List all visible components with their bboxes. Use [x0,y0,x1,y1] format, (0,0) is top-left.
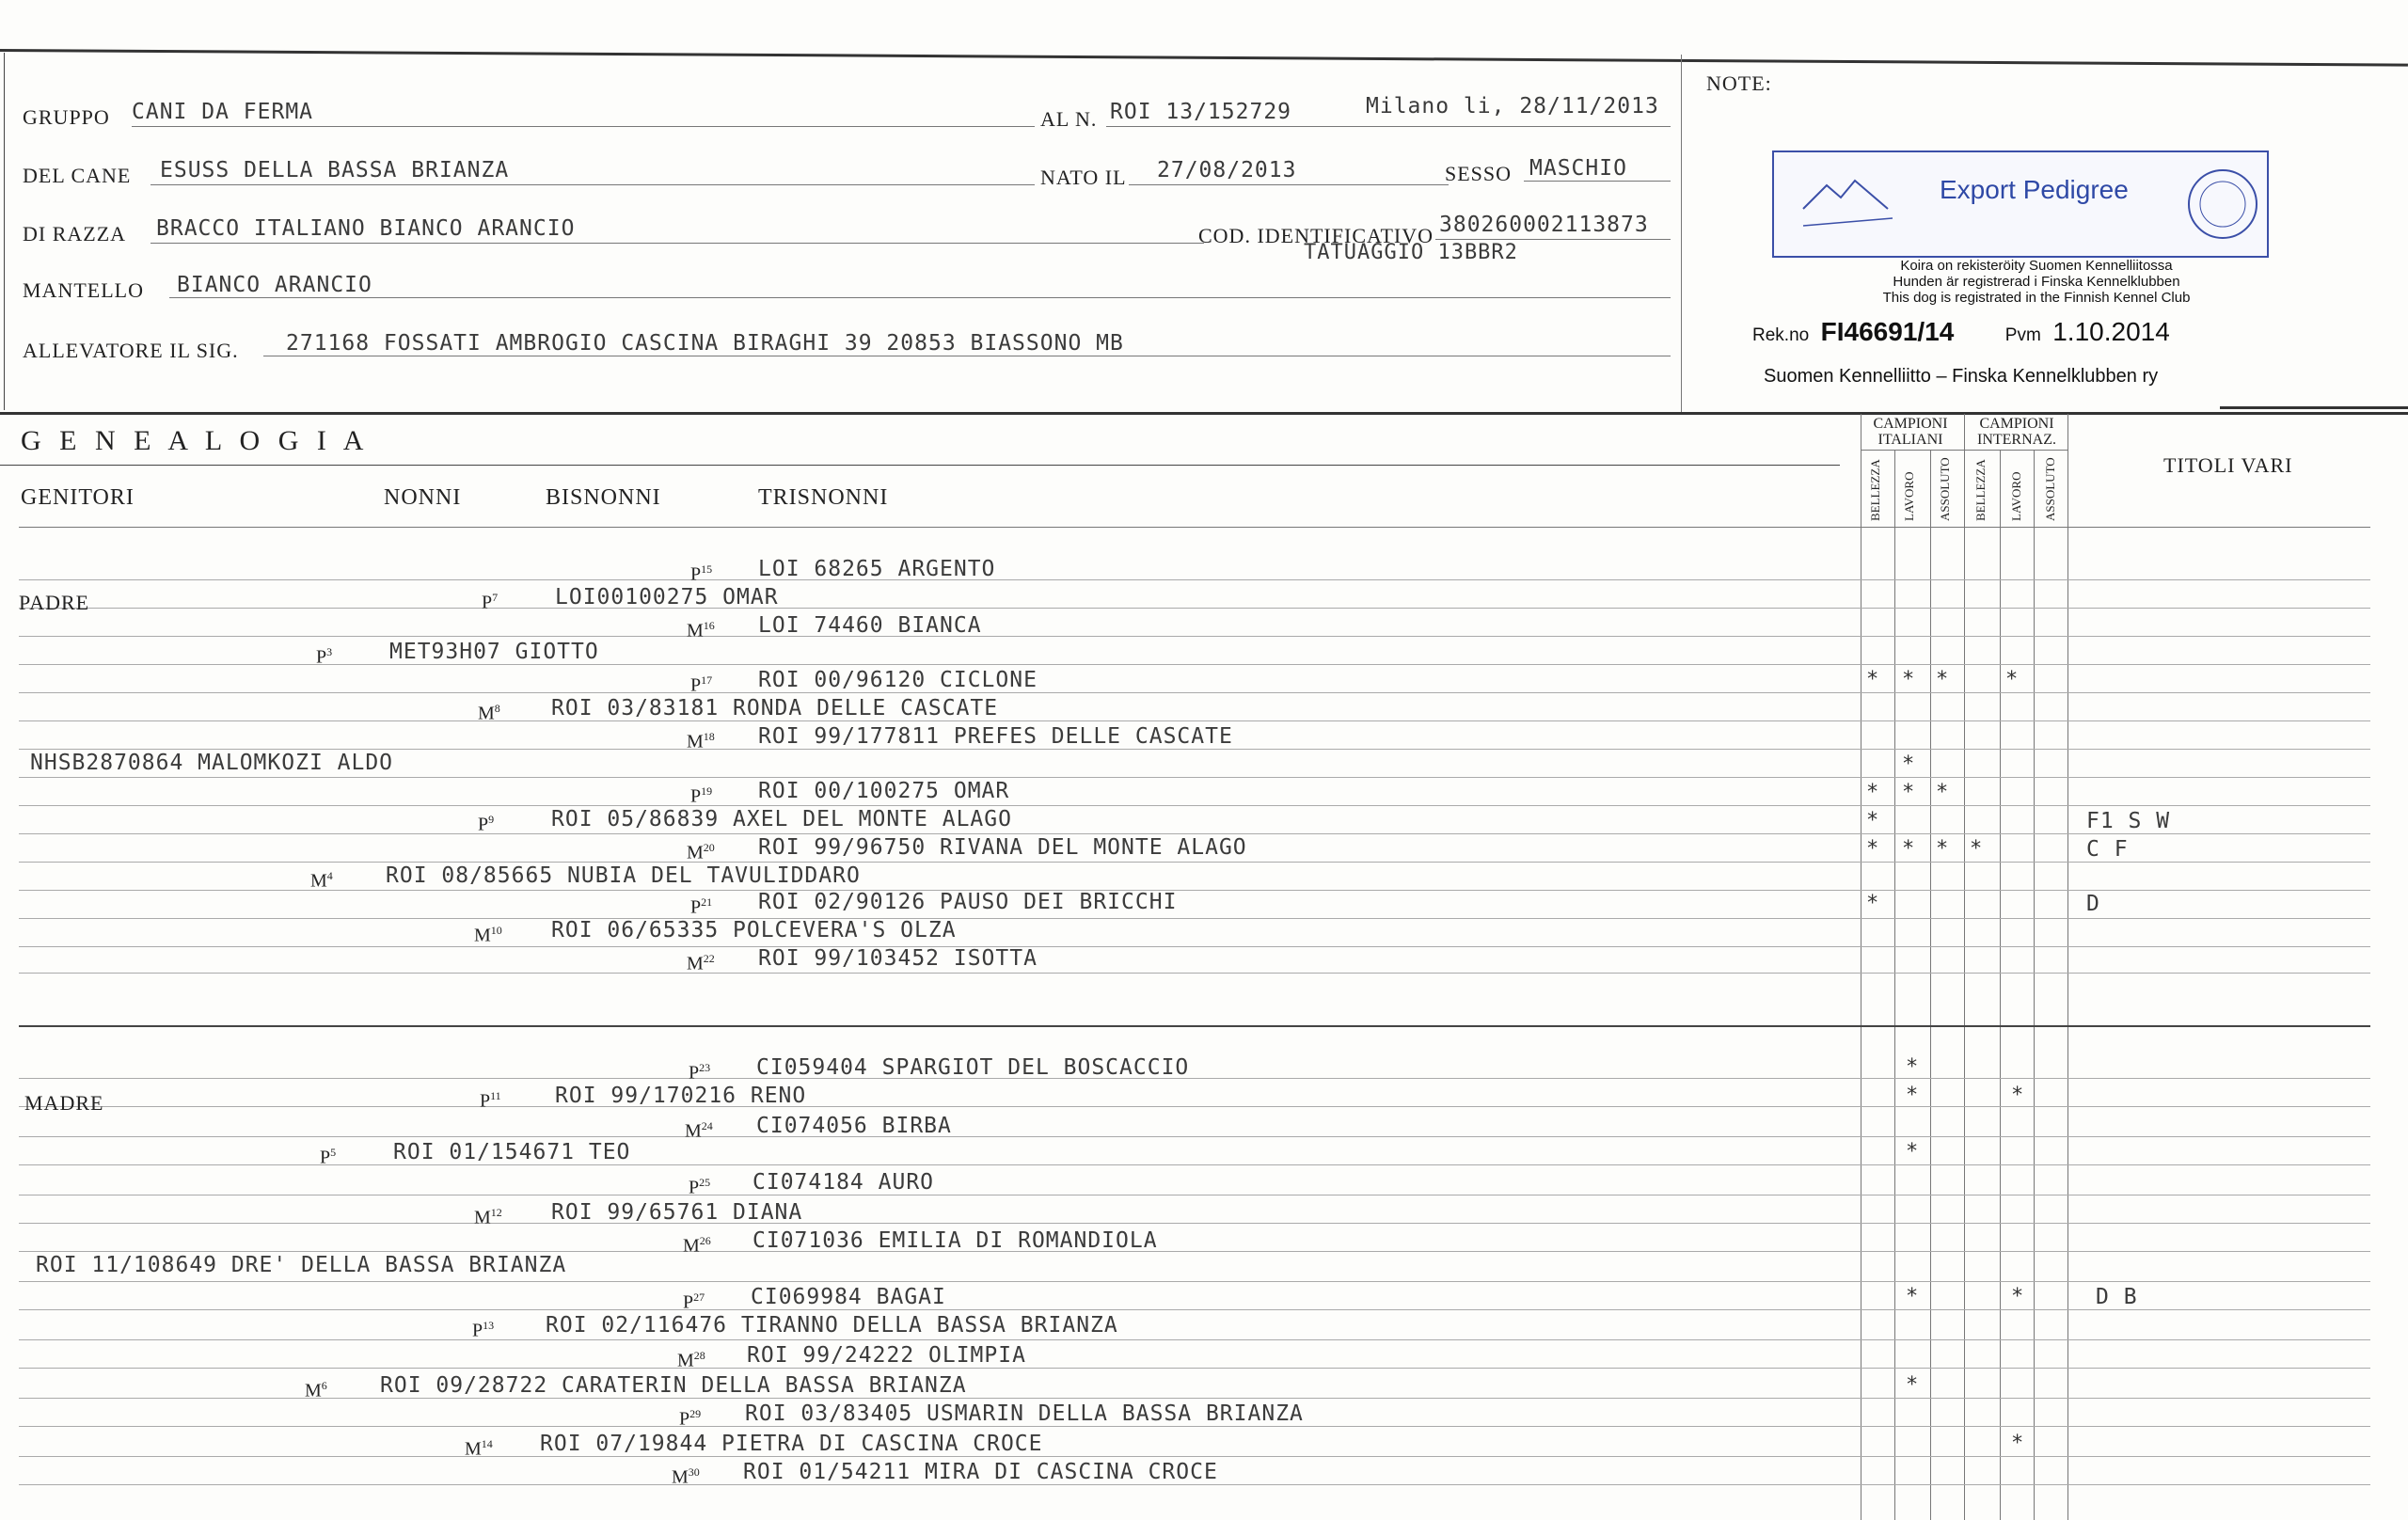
p29-name: ROI 03/83405 USMARIN DELLA BASSA BRIANZA [745,1401,1304,1426]
star-mark: * [2005,668,2019,691]
p21-mark: $P^{21}$ [690,895,713,918]
p23-name: CI059404 SPARGIOT DEL BOSCACCIO [756,1055,1190,1080]
star-mark: * [1866,892,1879,915]
star-mark: * [1936,668,1949,691]
m24-name: CI074056 BIRBA [756,1114,952,1138]
del-cane-label: DEL CANE [23,164,132,187]
star-mark: * [1906,1140,1919,1164]
row-line [19,1456,2370,1457]
p29-mark: $P^{29}$ [679,1407,702,1430]
pvm-label: Pvm [2004,325,2041,345]
p15-name: LOI 68265 ARGENTO [758,557,996,581]
m4-mark: $M^4$ [310,869,333,892]
row-line [19,1484,2370,1485]
sesso-line [1524,181,1671,182]
m16-name: LOI 74460 BIANCA [758,613,982,638]
col-genitori: GENITORI [21,485,135,510]
m8-mark: $M^8$ [478,702,500,724]
star-mark: * [1866,781,1879,804]
del-cane-line [150,184,1035,185]
rekno-label: Rek.no [1752,325,1810,345]
m26-name: CI071036 EMILIA DI ROMANDIOLA [752,1228,1158,1253]
m14-mark: $M^{14}$ [465,1437,493,1460]
star-mark: * [1970,837,1983,861]
kennel-registration-block [1752,258,2309,388]
cod-value: 380260002113873 [1439,213,1649,237]
star-mark: * [2011,1432,2024,1455]
p7-mark: $P^7$ [482,591,499,613]
row-line [19,1078,2370,1079]
star-mark: * [1866,809,1879,832]
m30-mark: $M^{30}$ [672,1465,700,1488]
nato-il-label: NATO IL [1040,166,1127,189]
top-border [0,49,2408,67]
m24-mark: $M^{24}$ [685,1119,713,1142]
p3-mark: $P^3$ [316,645,333,668]
row-line [19,1164,2370,1165]
campioni-italiani-header: CAMPIONI ITALIANI [1873,416,1948,448]
star-mark: * [1902,752,1915,776]
p9-name: ROI 05/86839 AXEL DEL MONTE ALAGO [551,807,1012,831]
note-label: NOTE: [1706,71,1772,95]
m18-name: ROI 99/177811 PREFES DELLE CASCATE [758,724,1233,749]
grid-v3 [1930,450,1931,1520]
p15-mark: $P^{15}$ [690,562,713,585]
del-cane-value: ESUSS DELLA BASSA BRIANZA [160,158,510,182]
star-mark: * [1906,1055,1919,1079]
row-line [19,749,2370,750]
left-border [4,53,5,410]
titolo-pauso: D [2086,892,2100,916]
cod-line [1435,239,1671,240]
star-mark: * [2011,1084,2024,1107]
m28-name: ROI 99/24222 OLIMPIA [747,1343,1026,1368]
al-n-label: AL N. [1040,107,1098,131]
padre-label: PADRE [19,591,90,614]
m26-mark: $M^{26}$ [683,1234,711,1257]
padre-name: NHSB2870864 MALOMKOZI ALDO [30,751,394,775]
row-line [19,664,2370,665]
row-line [19,1136,2370,1137]
mantello-label: MANTELLO [23,278,144,302]
mantello-line [169,297,1671,298]
pvm-value: 1.10.2014 [2052,317,2170,346]
m22-mark: $M^{22}$ [687,952,715,974]
lavoro-int-header: LAVORO [2009,471,2023,521]
p5-mark: $P^5$ [320,1146,337,1168]
row-line [19,946,2370,947]
star-mark: * [1902,668,1915,691]
row-line [19,636,2370,637]
titolo-bagai: D B [2096,1285,2138,1309]
row-line [19,608,2370,609]
stamp-line3: This dog is registrated in the Finnish Kennel Club [1882,290,2191,306]
grid-v6 [2034,450,2035,1520]
row-line [19,1223,2370,1224]
star-mark: * [1902,781,1915,804]
grid-v2 [1894,450,1895,1520]
madre-label: MADRE [24,1091,104,1115]
stamp-line1: Koira on rekisteröity Suomen Kennelliitossa [1900,258,2173,274]
lavoro-it-header: LAVORO [1902,471,1916,521]
star-mark: * [1866,837,1879,861]
gruppo-label: GRUPPO [23,105,110,129]
row-line [19,862,2370,863]
stamp-title: Export Pedigree [1940,175,2129,204]
row-line [19,1309,2370,1310]
p23-mark: $P^{23}$ [689,1061,711,1084]
al-n-value: ROI 13/152729 [1110,100,1292,124]
allevatore-label: ALLEVATORE IL SIG. [23,339,239,362]
star-mark: * [1906,1285,1919,1308]
p9-mark: $P^9$ [478,813,495,835]
p17-name: ROI 00/96120 CICLONE [758,668,1038,692]
row-line [19,1281,2370,1282]
star-mark: * [1906,1373,1919,1397]
seal-icon [2184,166,2261,243]
assoluto-it-header: ASSOLUTO [1938,457,1952,521]
cod-label: COD. IDENTIFICATIVO [1198,224,1434,247]
gruppo-line [132,126,1035,127]
m10-name: ROI 06/65335 POLCEVERA'S OLZA [551,918,957,942]
sesso-label: SESSO [1445,162,1513,185]
row-line [19,579,2370,580]
razza-line [150,243,1204,244]
row-line [19,1368,2370,1369]
p27-mark: $P^{27}$ [683,1290,705,1313]
row-line [19,1339,2370,1340]
assoluto-int-header: ASSOLUTO [2043,457,2057,521]
m22-name: ROI 99/103452 ISOTTA [758,946,1038,971]
p19-name: ROI 00/100275 OMAR [758,779,1010,803]
m18-mark: $M^{18}$ [687,730,715,752]
p11-mark: $P^{11}$ [480,1089,501,1112]
campioni-internaz-header: CAMPIONI INTERNAZ. [1977,416,2056,448]
p7-name: LOI00100275 OMAR [555,585,779,610]
p13-mark: $P^{13}$ [472,1319,495,1341]
allevatore-value: 271168 FOSSATI AMBROGIO CASCINA BIRAGHI 39 20853 BIASSONO MB [286,331,1124,356]
p27-name: CI069984 BAGAI [751,1285,946,1309]
nato-il-value: 27/08/2013 [1157,158,1297,182]
date-value: Milano li, 28/11/2013 [1366,94,1659,119]
razza-value: BRACCO ITALIANO BIANCO ARANCIO [156,216,576,241]
star-mark: * [1936,837,1949,861]
rekno-value: FI46691/14 [1820,317,1955,346]
bellezza-int-header: BELLEZZA [1973,459,1988,521]
p13-name: ROI 02/116476 TIRANNO DELLA BASSA BRIANZA [546,1313,1118,1338]
m28-mark: $M^{28}$ [677,1349,705,1371]
row-line [19,805,2370,806]
titolo-rivana: C F [2086,837,2129,862]
row-line [19,720,2370,721]
m30-name: ROI 01/54211 MIRA DI CASCINA CROCE [743,1460,1218,1484]
p17-mark: $P^{17}$ [690,673,713,696]
p5-name: ROI 01/154671 TEO [393,1140,631,1164]
p11-name: ROI 99/170216 RENO [555,1084,807,1108]
madre-name: ROI 11/108649 DRE' DELLA BASSA BRIANZA [36,1253,567,1277]
star-mark: * [1866,668,1879,691]
p25-name: CI074184 AURO [752,1170,935,1195]
row-line [19,1426,2370,1427]
m12-mark: $M^{12}$ [474,1206,502,1228]
m14-name: ROI 07/19844 PIETRA DI CASCINA CROCE [540,1432,1043,1456]
sesso-value: MASCHIO [1529,156,1627,181]
m16-mark: $M^{16}$ [687,619,715,641]
row-line [19,973,2370,974]
p21-name: ROI 02/90126 PAUSO DEI BRICCHI [758,890,1178,914]
m4-name: ROI 08/85665 NUBIA DEL TAVULIDDARO [386,863,861,888]
col-bisnonni: BISNONNI [546,485,661,510]
kennel-club-name: Suomen Kennelliitto – Finska Kennelklubben ry [1764,366,2159,387]
star-mark: * [1906,1084,1919,1107]
star-mark: * [2011,1285,2024,1308]
star-mark: * [1936,781,1949,804]
stamp-line2: Hunden är registrerad i Finska Kennelklubben [1893,274,2180,290]
m10-mark: $M^{10}$ [474,924,502,946]
note-divider [1681,55,1682,412]
p19-mark: $P^{19}$ [690,784,713,807]
col-trisnonni: TRISNONNI [758,485,889,510]
row-line [19,918,2370,919]
genealogia-line [0,465,1840,466]
row-line [19,1251,2370,1252]
p3-name: MET93H07 GIOTTO [389,640,599,664]
mountain-logo-icon [1798,171,1902,237]
row-line [19,890,2370,891]
m20-name: ROI 99/96750 RIVANA DEL MONTE ALAGO [758,835,1247,860]
p25-mark: $P^{25}$ [689,1176,711,1198]
razza-label: DI RAZZA [23,222,127,245]
m8-name: ROI 03/83181 RONDA DELLE CASCATE [551,696,999,720]
titoli-vari-header: TITOLI VARI [2163,453,2293,477]
export-pedigree-stamp [1772,150,2269,258]
row-line [19,777,2370,778]
header-bottom-border [0,412,2408,415]
grid-v5 [2000,450,2001,1520]
mantello-value: BIANCO ARANCIO [177,273,372,297]
m6-mark: $M^6$ [305,1379,327,1401]
padre-madre-divider [19,1025,2370,1027]
tatuaggio-value: TATUAGGIO 13BBR2 [1304,241,1518,264]
star-mark: * [1902,837,1915,861]
m20-mark: $M^{20}$ [687,841,715,863]
m6-name: ROI 09/28722 CARATERIN DELLA BASSA BRIANZA [380,1373,967,1398]
row-line [19,692,2370,693]
gruppo-value: CANI DA FERMA [132,100,314,124]
col-nonni: NONNI [384,485,462,510]
m12-name: ROI 99/65761 DIANA [551,1200,803,1225]
row-line [19,1398,2370,1399]
club-underline [2220,406,2408,409]
genealogia-header-bottom [19,527,2370,528]
bellezza-it-header: BELLEZZA [1868,459,1882,521]
nato-il-line [1129,184,1449,185]
row-line [19,833,2370,834]
genealogia-title: G E N E A L O G I A [21,425,370,456]
al-n-line [1106,126,1671,127]
titolo-axel: F1 S W [2086,809,2171,833]
